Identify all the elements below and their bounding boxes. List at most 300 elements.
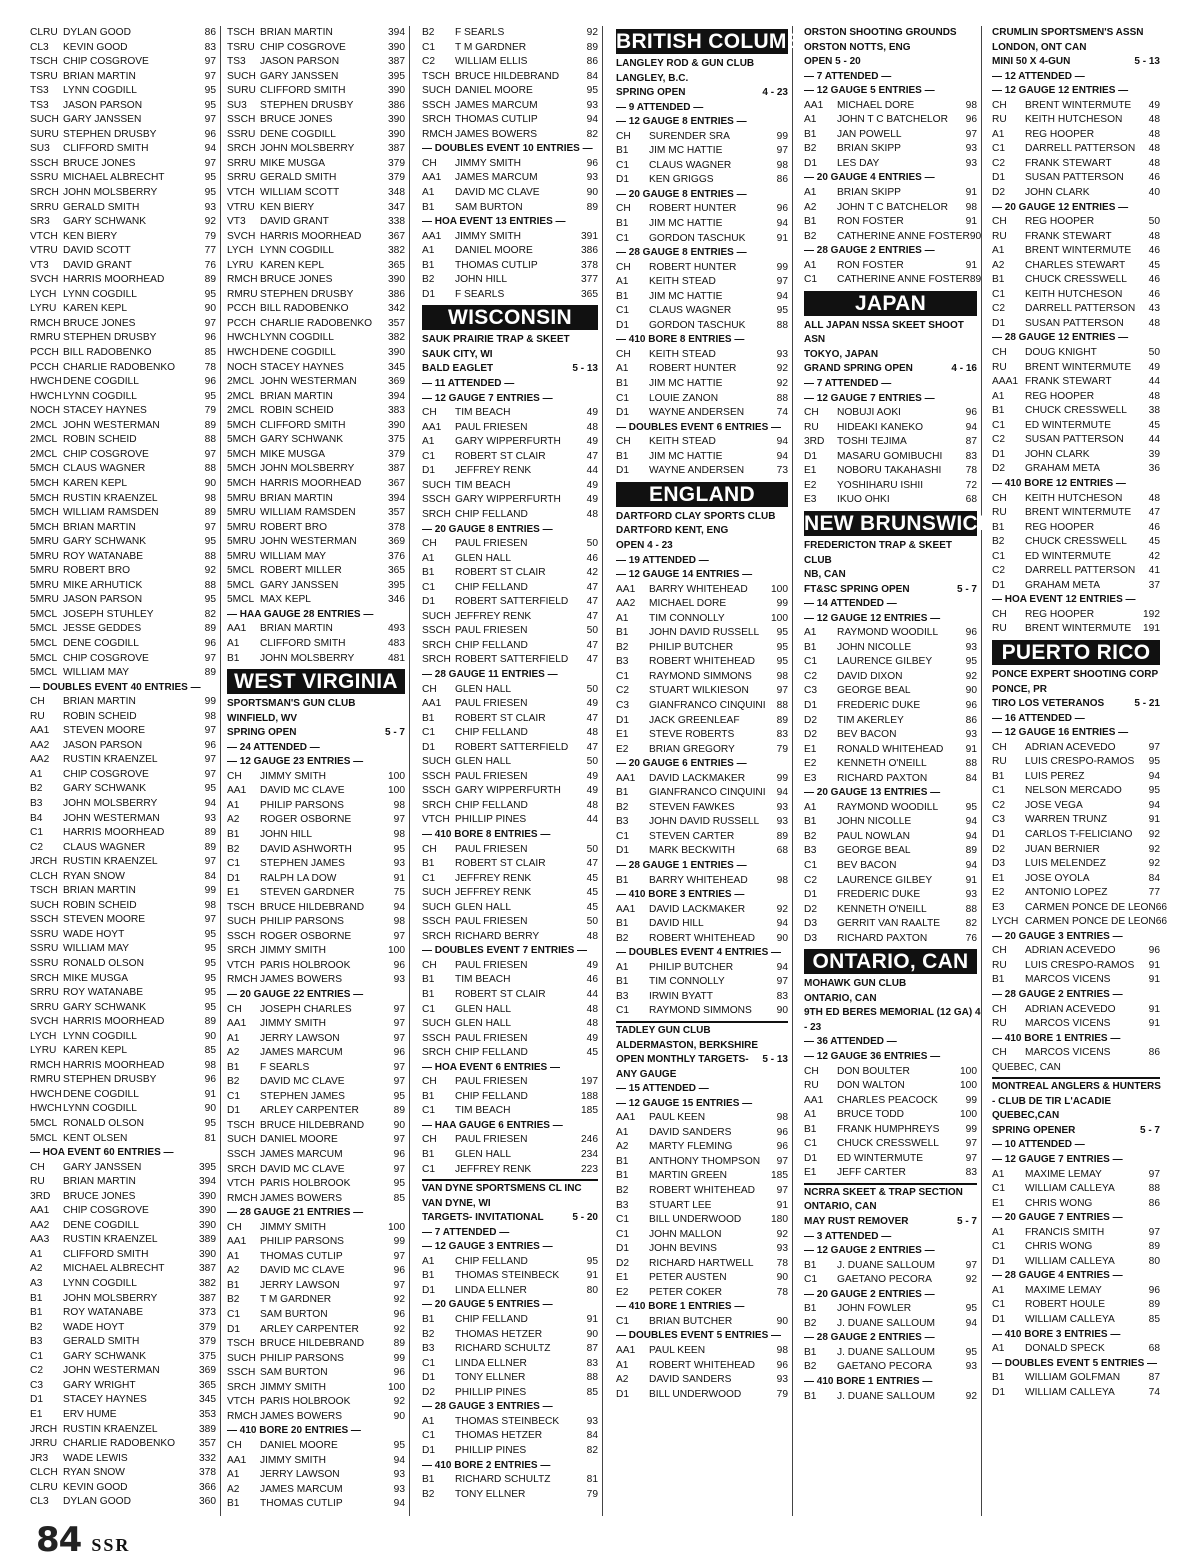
- score: 86: [204, 27, 216, 38]
- score: 95: [204, 928, 216, 940]
- class-code: B2: [227, 1294, 240, 1306]
- score: 83: [776, 990, 788, 1002]
- shooter-name: MAXIME LEMAY: [1025, 1168, 1102, 1180]
- score: 48: [1148, 157, 1160, 169]
- score: 382: [199, 1278, 216, 1290]
- shooter-name: BRIAN MARTIN: [63, 521, 136, 533]
- shooter-name: WARREN TRUNZ: [1025, 814, 1108, 826]
- result-row: [422, 406, 602, 421]
- shooter-name: J. DUANE SALLOUM: [837, 1259, 935, 1271]
- class-code: SUCH: [227, 916, 256, 928]
- shooter-name: CATHERINE ANNE FOSTER: [837, 230, 970, 242]
- shooter-name: JESSE GEDDES: [63, 623, 142, 635]
- club-heading-text: GRAND SPRING OPEN: [804, 363, 913, 375]
- class-code: C1: [992, 550, 1006, 562]
- class-code: D1: [422, 596, 436, 608]
- shooter-name: LOUIE ZANON: [649, 392, 719, 404]
- class-code: JRRU: [30, 1438, 58, 1450]
- score: 78: [204, 361, 216, 373]
- result-row: [227, 944, 409, 959]
- result-row: [30, 302, 220, 317]
- shooter-name: T M GARDNER: [260, 1294, 332, 1306]
- shooter-name: LUIS PEREZ: [1025, 770, 1085, 782]
- result-row: [992, 784, 1164, 799]
- class-code: C1: [422, 581, 436, 593]
- result-row: [804, 1302, 981, 1317]
- result-row: [992, 1168, 1164, 1183]
- score: 98: [204, 1059, 216, 1071]
- class-code: CH: [422, 407, 437, 419]
- shooter-name: MICHAEL ALBRECHT: [63, 1263, 165, 1275]
- score: 46: [1148, 288, 1160, 300]
- shooter-name: ROBERT SATTERFIELD: [455, 654, 569, 666]
- result-row: [227, 462, 409, 477]
- score: 95: [204, 987, 216, 999]
- shooter-name: CHIP FELLAND: [455, 581, 528, 593]
- score: 45: [586, 1047, 598, 1059]
- class-code: SRCH: [30, 187, 59, 199]
- class-code: D1: [616, 465, 630, 477]
- class-code: B2: [804, 230, 817, 242]
- shooter-name: PAUL FRIESEN: [455, 698, 528, 710]
- result-row: [30, 1030, 220, 1045]
- class-code: 5MRU: [227, 550, 256, 562]
- class-code: 3RD: [30, 1190, 51, 1202]
- result-row: [804, 464, 981, 479]
- class-code: TS3: [30, 85, 49, 97]
- class-code: B3: [616, 816, 629, 828]
- class-code: CH: [992, 492, 1007, 504]
- class-code: AA2: [30, 1219, 50, 1231]
- result-row: [30, 84, 220, 99]
- score: 84: [586, 1430, 598, 1442]
- result-row: [422, 1386, 602, 1401]
- result-row: [30, 142, 220, 157]
- score: 90: [204, 477, 216, 489]
- score: 89: [204, 841, 216, 853]
- result-row: [616, 464, 792, 479]
- result-row: [30, 171, 220, 186]
- class-code: AA1: [227, 1454, 247, 1466]
- club-heading: [804, 539, 981, 568]
- score: 91: [965, 216, 977, 228]
- score: 91: [1148, 814, 1160, 826]
- shooter-name: RICHARD PAXTON: [837, 932, 928, 944]
- result-row: [30, 215, 220, 230]
- score: 48: [586, 421, 598, 433]
- score: 379: [199, 1321, 216, 1333]
- score: 98: [776, 874, 788, 886]
- shooter-name: NOBUJI AOKI: [837, 407, 901, 419]
- result-row: [992, 390, 1164, 405]
- score: 94: [204, 143, 216, 155]
- score: 48: [1148, 143, 1160, 155]
- class-code: B1: [422, 858, 435, 870]
- event-date: 5 - 7: [956, 583, 977, 595]
- shooter-name: MARCOS VICENS: [1025, 1018, 1111, 1030]
- shooter-name: PAUL FRIESEN: [455, 770, 528, 782]
- shooter-name: THOMAS STEINBECK: [455, 1415, 560, 1427]
- result-row: [422, 1090, 602, 1105]
- score: 379: [388, 172, 405, 184]
- result-row: [227, 652, 409, 667]
- shooter-name: JOHN WESTERMAN: [260, 376, 357, 388]
- event-subheading: — 410 BORE 8 ENTRIES —: [422, 828, 551, 840]
- score: 97: [393, 1279, 405, 1291]
- score: 78: [965, 465, 977, 477]
- shooter-name: LINDA ELLNER: [455, 1357, 527, 1369]
- class-code: A1: [992, 390, 1005, 402]
- score: 91: [1148, 959, 1160, 971]
- score: 48: [1148, 390, 1160, 402]
- shooter-name: MICHAEL ALBRECHT: [63, 172, 165, 184]
- shooter-name: DARRELL PATTERSON: [1025, 565, 1136, 577]
- score: 49: [1148, 361, 1160, 373]
- score: 89: [776, 714, 788, 726]
- result-row: [804, 1390, 981, 1405]
- shooter-name: BILL RADOBENKO: [260, 303, 349, 315]
- result-row: [804, 1079, 981, 1094]
- shooter-name: RUSTIN KRAENZEL: [63, 856, 158, 868]
- score: 95: [965, 801, 977, 813]
- shooter-name: MARTIN GREEN: [649, 1170, 727, 1182]
- score: 97: [965, 1259, 977, 1271]
- result-row: [422, 1269, 602, 1284]
- shooter-name: ROBERT ST CLAIR: [455, 712, 546, 724]
- shooter-name: PARIS HOLBROOK: [260, 1178, 351, 1190]
- event-subheading: — 20 GAUGE 3 ENTRIES —: [992, 930, 1123, 942]
- class-code: SRCH: [227, 1381, 256, 1393]
- class-code: D2: [616, 1257, 630, 1269]
- result-row: [422, 1488, 602, 1503]
- class-code: A3: [30, 1278, 43, 1290]
- shooter-name: BRIAN MARTIN: [63, 70, 136, 82]
- class-code: D1: [422, 1284, 436, 1296]
- shooter-name: ROBERT BRO: [260, 521, 327, 533]
- class-code: TSCH: [422, 70, 450, 82]
- score: 95: [204, 972, 216, 984]
- score: 93: [586, 1415, 598, 1427]
- shooter-name: LYNN COGDILL: [63, 1103, 137, 1115]
- event-date: 4 - 23: [762, 87, 788, 99]
- class-code: C2: [992, 434, 1006, 446]
- score: 88: [776, 699, 788, 711]
- class-code: RU: [804, 1080, 819, 1092]
- club-heading: [804, 26, 981, 41]
- score: 395: [199, 1161, 216, 1173]
- shooter-name: JAMES MARCUM: [260, 1149, 343, 1161]
- score: 44: [586, 814, 598, 826]
- class-code: B1: [616, 290, 629, 302]
- shooter-name: GARY WRIGHT: [63, 1379, 136, 1391]
- result-row: [616, 844, 792, 859]
- event-subheading: — 28 GAUGE 11 ENTRIES —: [422, 668, 558, 680]
- event-date: 5 - 21: [1134, 698, 1160, 710]
- event-subheading: — 28 GAUGE 12 ENTRIES —: [992, 332, 1129, 344]
- class-code: SRCH: [422, 508, 451, 520]
- result-row: [227, 346, 409, 361]
- score: 86: [776, 174, 788, 186]
- score: 50: [586, 916, 598, 928]
- score: 68: [1148, 1343, 1160, 1355]
- class-code: A2: [227, 1265, 240, 1277]
- score: 82: [586, 1444, 598, 1456]
- shooter-name: FREDERIC DUKE: [837, 699, 921, 711]
- result-row: [227, 288, 409, 303]
- result-row: [30, 1495, 220, 1510]
- class-code: 2MCL: [227, 405, 255, 417]
- score: 96: [1148, 945, 1160, 957]
- class-code: C1: [992, 1183, 1006, 1195]
- shooter-name: LAURENCE GILBEY: [837, 656, 933, 668]
- shooter-name: JEFFREY RENK: [455, 872, 532, 884]
- shooter-name: J. DUANE SALLOUM: [837, 1346, 935, 1358]
- shooter-name: TONY ELLNER: [455, 1372, 526, 1384]
- result-row: [227, 886, 409, 901]
- class-code: 2MCL: [227, 390, 255, 402]
- score: 365: [388, 259, 405, 271]
- class-code: TS3: [227, 56, 246, 68]
- score: 84: [586, 70, 598, 82]
- shooter-name: GARY SCHWANK: [63, 536, 147, 548]
- shooter-name: MARK BECKWITH: [649, 845, 736, 857]
- class-code: AA1: [616, 583, 636, 595]
- club-heading-text: TADLEY GUN CLUB: [616, 1025, 711, 1036]
- result-row: [30, 1088, 220, 1103]
- score: 234: [581, 1149, 598, 1161]
- score: 79: [586, 1488, 598, 1500]
- class-code: B1: [992, 770, 1005, 782]
- score: 383: [388, 405, 405, 417]
- class-code: 2MCL: [30, 448, 58, 460]
- score: 394: [199, 1176, 216, 1188]
- shooter-name: JAMES MARCUM: [260, 1047, 343, 1059]
- score: 95: [776, 305, 788, 317]
- score: 87: [1148, 1372, 1160, 1384]
- result-row: [422, 1473, 602, 1488]
- shooter-name: GARY WIPPERFURTH: [455, 494, 561, 506]
- event-subheading: — 20 GAUGE 4 ENTRIES —: [804, 172, 935, 184]
- score: 387: [388, 143, 405, 155]
- class-code: 5MCL: [30, 1118, 58, 1130]
- result-row: [30, 1175, 220, 1190]
- score: 91: [965, 187, 977, 199]
- score: 88: [204, 434, 216, 446]
- class-code: 5MCL: [227, 565, 255, 577]
- shooter-name: BRIAN GREGORY: [649, 743, 735, 755]
- result-row: [616, 903, 792, 918]
- class-code: C1: [992, 1299, 1006, 1311]
- score: 95: [393, 1178, 405, 1190]
- result-row: [422, 843, 602, 858]
- shooter-name: WILLIAM MAY: [63, 943, 130, 955]
- shooter-name: DAVID GRANT: [260, 216, 329, 228]
- class-code: SSCH: [422, 770, 451, 782]
- score: 89: [204, 667, 216, 679]
- class-code: C1: [616, 1228, 630, 1240]
- class-code: A1: [422, 187, 435, 199]
- shooter-name: BRIAN SKIPP: [837, 187, 901, 199]
- score: 50: [586, 843, 598, 855]
- shooter-name: JEFFREY RENK: [455, 610, 532, 622]
- score: 43: [1148, 303, 1160, 315]
- shooter-name: DAVID ASHWORTH: [260, 843, 352, 855]
- result-row: [422, 70, 602, 85]
- result-row: [804, 1273, 981, 1288]
- shooter-name: PAUL FRIESEN: [455, 843, 528, 855]
- result-row: [992, 462, 1164, 477]
- class-code: A1: [804, 259, 817, 271]
- result-row: [227, 1192, 409, 1207]
- score: 94: [965, 830, 977, 842]
- shooter-name: MICHAEL DORE: [649, 598, 727, 610]
- class-code: LYRU: [30, 303, 57, 315]
- score: 79: [776, 1388, 788, 1400]
- shooter-name: JASON PARSON: [260, 56, 340, 68]
- class-code: SRCH: [422, 1047, 451, 1059]
- shooter-name: CLIFFORD SMITH: [260, 85, 346, 97]
- shooter-name: PAUL FRIESEN: [455, 538, 528, 550]
- shooter-name: JOHN NICOLLE: [837, 816, 912, 828]
- class-code: RMCH: [227, 274, 258, 286]
- event-subheading: — DOUBLES EVENT 7 ENTRIES —: [422, 945, 588, 957]
- class-code: A1: [804, 114, 817, 126]
- class-code: A1: [992, 128, 1005, 140]
- score: 42: [586, 567, 598, 579]
- shooter-name: FREDERIC DUKE: [837, 889, 921, 901]
- result-row: [422, 171, 602, 186]
- result-row: [227, 973, 409, 988]
- result-row: [804, 830, 981, 845]
- shooter-name: MICHAEL DORE: [837, 99, 915, 111]
- class-code: AA1: [616, 1112, 636, 1124]
- class-code: B2: [616, 801, 629, 813]
- score: 47: [586, 741, 598, 753]
- club-heading: [992, 1061, 1164, 1076]
- score: 95: [776, 641, 788, 653]
- class-code: D1: [992, 828, 1006, 840]
- club-heading-text: DARTFORD CLAY SPORTS CLUB: [616, 510, 776, 522]
- class-code: A2: [804, 201, 817, 213]
- result-row: [422, 712, 602, 727]
- event-subheading: — 410 BORE 2 ENTRIES —: [422, 1459, 551, 1471]
- class-code: C1: [422, 1105, 436, 1117]
- shooter-name: BRUCE JONES: [63, 317, 136, 329]
- class-code: TSCH: [30, 56, 58, 68]
- score: 382: [388, 245, 405, 257]
- shooter-name: FRANK HUMPHREYS: [837, 1123, 940, 1135]
- class-code: B1: [616, 918, 629, 930]
- club-heading-text: SPRING OPEN: [616, 87, 686, 99]
- event-subheading: — 14 ATTENDED —: [804, 598, 897, 610]
- result-row: [30, 666, 220, 681]
- club-heading: [422, 1197, 602, 1212]
- shooter-name: BRUCE HILDEBRAND: [260, 1119, 365, 1131]
- event-date: 5 - 13: [572, 363, 598, 375]
- shooter-name: ROBIN SCHEID: [260, 405, 334, 417]
- shooter-name: JIMMY SMITH: [455, 230, 522, 242]
- result-row: [992, 886, 1164, 901]
- result-row: [992, 813, 1164, 828]
- class-code: AA3: [30, 1234, 50, 1246]
- result-row: [227, 901, 409, 916]
- event-subheading: — 20 GAUGE 22 ENTRIES —: [227, 989, 364, 1000]
- result-row: [422, 784, 602, 799]
- event-subheading: — 12 GAUGE 7 ENTRIES —: [422, 392, 553, 404]
- class-code: E1: [616, 729, 629, 741]
- event-date: 5 - 20: [572, 1212, 598, 1224]
- class-code: 5MRU: [227, 507, 256, 519]
- score: 367: [388, 230, 405, 242]
- class-code: A1: [804, 187, 817, 199]
- score: 347: [388, 201, 405, 213]
- class-code: LYCH: [30, 288, 57, 300]
- score: 389: [199, 1423, 216, 1435]
- class-code: A1: [422, 1255, 435, 1267]
- event-subheading: — 410 BORE 1 ENTRIES —: [804, 1376, 933, 1388]
- shooter-name: CHUCK CRESSWELL: [1025, 536, 1127, 548]
- result-row: [227, 317, 409, 332]
- club-heading: [992, 697, 1164, 712]
- score: 95: [393, 1439, 405, 1451]
- score: 98: [965, 201, 977, 213]
- class-code: RMRU: [30, 1074, 61, 1086]
- result-row: [422, 1371, 602, 1386]
- class-code: D2: [992, 187, 1006, 199]
- shooter-name: JIMMY SMITH: [260, 1381, 327, 1393]
- result-row: [422, 813, 602, 828]
- class-code: 5MRU: [30, 594, 59, 606]
- class-code: D1: [804, 699, 818, 711]
- score: 98: [393, 828, 405, 840]
- class-code: E2: [804, 479, 817, 491]
- shooter-name: KENT OLSEN: [63, 1132, 128, 1144]
- result-row: [30, 622, 220, 637]
- shooter-name: SUSAN PATTERSON: [1025, 317, 1124, 329]
- shooter-name: MIKE MUSGA: [260, 448, 326, 460]
- result-row: [992, 843, 1164, 858]
- class-code: B1: [227, 652, 240, 664]
- score: 80: [586, 1284, 598, 1296]
- score: 97: [204, 725, 216, 737]
- class-code: D2: [992, 843, 1006, 855]
- class-code: SRRU: [30, 201, 59, 213]
- club-heading: [616, 86, 792, 101]
- class-code: B1: [616, 378, 629, 390]
- shooter-name: GARY JANSSEN: [260, 70, 339, 82]
- score: 97: [965, 1152, 977, 1164]
- event-subheading: — 11 ATTENDED —: [422, 378, 515, 390]
- result-row: [992, 959, 1164, 974]
- result-row: [422, 1342, 602, 1357]
- result-row: [30, 419, 220, 434]
- score: 86: [1148, 1197, 1160, 1209]
- score: 46: [1148, 172, 1160, 184]
- result-row: [804, 142, 981, 157]
- shooter-name: ADRIAN ACEVEDO: [1025, 741, 1116, 753]
- shooter-name: MIKE MUSGA: [63, 972, 129, 984]
- event-subheading: — 28 GAUGE 8 ENTRIES —: [616, 247, 747, 259]
- score: 83: [776, 729, 788, 741]
- shooter-name: TIM BEACH: [455, 407, 511, 419]
- score: 89: [393, 1338, 405, 1350]
- score: 92: [776, 378, 788, 390]
- result-row: [30, 1423, 220, 1438]
- event-subheading: — 12 GAUGE 8 ENTRIES —: [616, 116, 747, 128]
- result-row: [30, 375, 220, 390]
- result-row: [992, 230, 1164, 245]
- score: 89: [1148, 1299, 1160, 1311]
